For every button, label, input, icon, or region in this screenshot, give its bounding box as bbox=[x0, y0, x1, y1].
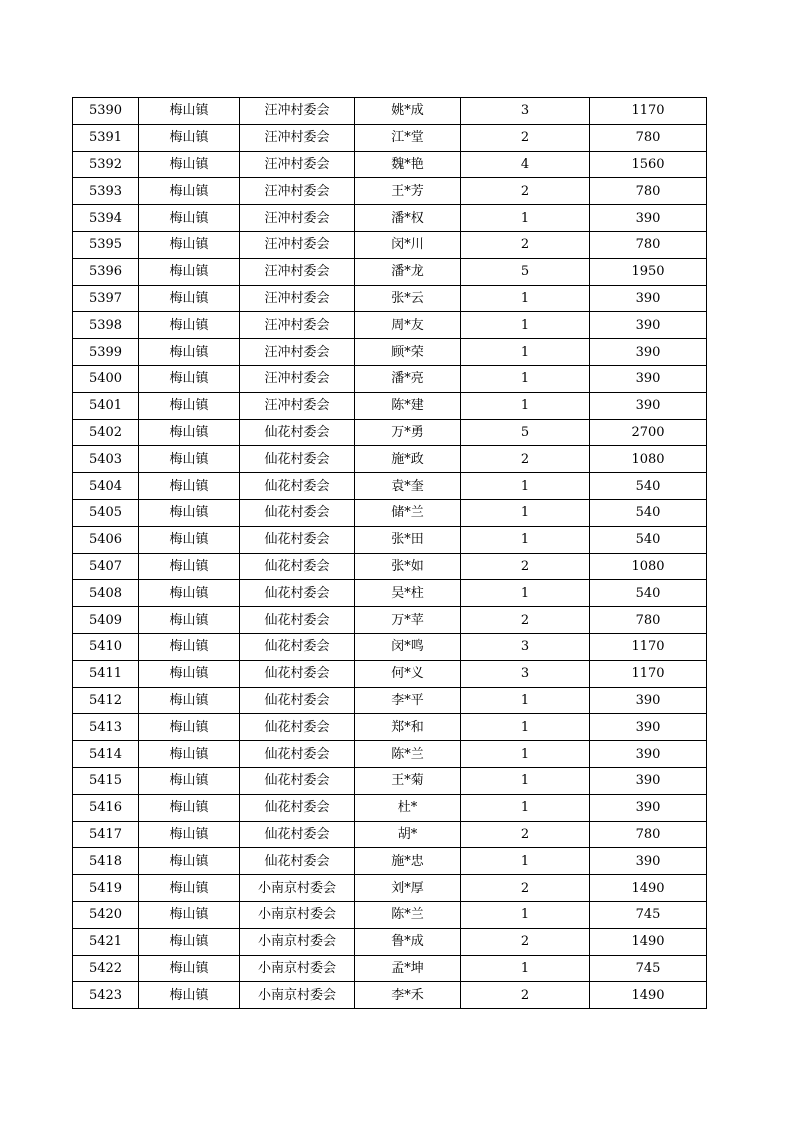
table-row bbox=[73, 151, 707, 178]
cell-village: 仙花村委会 bbox=[240, 419, 355, 446]
cell-amount: 540 bbox=[590, 499, 707, 526]
cell-village: 汪冲村委会 bbox=[240, 205, 355, 232]
cell-town: 梅山镇 bbox=[139, 687, 240, 714]
cell-amount: 390 bbox=[590, 741, 707, 768]
cell-count: 1 bbox=[461, 794, 590, 821]
cell-village: 汪冲村委会 bbox=[240, 151, 355, 178]
cell-town: 梅山镇 bbox=[139, 178, 240, 205]
table-row bbox=[73, 473, 707, 500]
cell-amount: 390 bbox=[590, 339, 707, 366]
cell-town: 梅山镇 bbox=[139, 419, 240, 446]
cell-village: 小南京村委会 bbox=[240, 901, 355, 928]
cell-amount: 390 bbox=[590, 687, 707, 714]
cell-name: 施*忠 bbox=[355, 848, 461, 875]
cell-name: 陈*建 bbox=[355, 392, 461, 419]
table-row bbox=[73, 660, 707, 687]
cell-serial: 5420 bbox=[73, 901, 139, 928]
cell-amount: 1080 bbox=[590, 553, 707, 580]
cell-town: 梅山镇 bbox=[139, 607, 240, 634]
cell-serial: 5411 bbox=[73, 660, 139, 687]
cell-count: 1 bbox=[461, 365, 590, 392]
cell-serial: 5406 bbox=[73, 526, 139, 553]
table-row bbox=[73, 821, 707, 848]
cell-amount: 390 bbox=[590, 848, 707, 875]
cell-village: 仙花村委会 bbox=[240, 767, 355, 794]
table-row bbox=[73, 231, 707, 258]
cell-village: 小南京村委会 bbox=[240, 928, 355, 955]
cell-count: 1 bbox=[461, 714, 590, 741]
cell-serial: 5417 bbox=[73, 821, 139, 848]
cell-serial: 5398 bbox=[73, 312, 139, 339]
cell-amount: 390 bbox=[590, 714, 707, 741]
cell-amount: 780 bbox=[590, 231, 707, 258]
cell-count: 1 bbox=[461, 848, 590, 875]
cell-serial: 5400 bbox=[73, 365, 139, 392]
cell-serial: 5390 bbox=[73, 98, 139, 125]
table-row bbox=[73, 875, 707, 902]
table-row bbox=[73, 580, 707, 607]
cell-amount: 540 bbox=[590, 526, 707, 553]
cell-serial: 5415 bbox=[73, 767, 139, 794]
cell-name: 闵*川 bbox=[355, 231, 461, 258]
table-row bbox=[73, 419, 707, 446]
cell-count: 3 bbox=[461, 98, 590, 125]
cell-village: 汪冲村委会 bbox=[240, 231, 355, 258]
table-row bbox=[73, 339, 707, 366]
cell-village: 汪冲村委会 bbox=[240, 339, 355, 366]
cell-count: 1 bbox=[461, 955, 590, 982]
cell-town: 梅山镇 bbox=[139, 580, 240, 607]
data-sheet bbox=[72, 97, 707, 1009]
cell-village: 仙花村委会 bbox=[240, 499, 355, 526]
cell-village: 仙花村委会 bbox=[240, 553, 355, 580]
cell-village: 汪冲村委会 bbox=[240, 312, 355, 339]
cell-count: 2 bbox=[461, 178, 590, 205]
cell-amount: 780 bbox=[590, 607, 707, 634]
cell-serial: 5403 bbox=[73, 446, 139, 473]
cell-count: 2 bbox=[461, 124, 590, 151]
cell-name: 闵*鸣 bbox=[355, 633, 461, 660]
cell-village: 汪冲村委会 bbox=[240, 392, 355, 419]
cell-town: 梅山镇 bbox=[139, 339, 240, 366]
cell-amount: 745 bbox=[590, 901, 707, 928]
cell-amount: 390 bbox=[590, 205, 707, 232]
cell-serial: 5393 bbox=[73, 178, 139, 205]
cell-name: 张*田 bbox=[355, 526, 461, 553]
cell-count: 1 bbox=[461, 741, 590, 768]
cell-town: 梅山镇 bbox=[139, 365, 240, 392]
cell-town: 梅山镇 bbox=[139, 955, 240, 982]
table-row bbox=[73, 124, 707, 151]
cell-serial: 5405 bbox=[73, 499, 139, 526]
cell-name: 万*苹 bbox=[355, 607, 461, 634]
table-row bbox=[73, 714, 707, 741]
cell-count: 1 bbox=[461, 339, 590, 366]
cell-name: 吴*柱 bbox=[355, 580, 461, 607]
cell-amount: 390 bbox=[590, 312, 707, 339]
cell-name: 姚*成 bbox=[355, 98, 461, 125]
cell-serial: 5412 bbox=[73, 687, 139, 714]
cell-amount: 780 bbox=[590, 124, 707, 151]
cell-village: 仙花村委会 bbox=[240, 714, 355, 741]
cell-name: 孟*坤 bbox=[355, 955, 461, 982]
cell-town: 梅山镇 bbox=[139, 499, 240, 526]
cell-village: 汪冲村委会 bbox=[240, 365, 355, 392]
cell-name: 张*如 bbox=[355, 553, 461, 580]
cell-count: 5 bbox=[461, 258, 590, 285]
cell-town: 梅山镇 bbox=[139, 660, 240, 687]
cell-count: 2 bbox=[461, 982, 590, 1009]
cell-town: 梅山镇 bbox=[139, 901, 240, 928]
cell-village: 仙花村委会 bbox=[240, 633, 355, 660]
cell-village: 仙花村委会 bbox=[240, 473, 355, 500]
cell-count: 1 bbox=[461, 526, 590, 553]
cell-serial: 5402 bbox=[73, 419, 139, 446]
cell-serial: 5414 bbox=[73, 741, 139, 768]
table-row bbox=[73, 285, 707, 312]
cell-serial: 5416 bbox=[73, 794, 139, 821]
cell-name: 王*芳 bbox=[355, 178, 461, 205]
cell-serial: 5395 bbox=[73, 231, 139, 258]
cell-village: 仙花村委会 bbox=[240, 446, 355, 473]
cell-count: 1 bbox=[461, 767, 590, 794]
cell-name: 潘*权 bbox=[355, 205, 461, 232]
cell-amount: 1170 bbox=[590, 660, 707, 687]
cell-amount: 390 bbox=[590, 392, 707, 419]
cell-name: 郑*和 bbox=[355, 714, 461, 741]
table-row bbox=[73, 928, 707, 955]
cell-town: 梅山镇 bbox=[139, 473, 240, 500]
table-row bbox=[73, 767, 707, 794]
table-row bbox=[73, 312, 707, 339]
cell-name: 何*义 bbox=[355, 660, 461, 687]
cell-town: 梅山镇 bbox=[139, 767, 240, 794]
cell-name: 潘*亮 bbox=[355, 365, 461, 392]
table-row bbox=[73, 499, 707, 526]
cell-name: 储*兰 bbox=[355, 499, 461, 526]
cell-name: 施*政 bbox=[355, 446, 461, 473]
table-row bbox=[73, 687, 707, 714]
cell-count: 1 bbox=[461, 499, 590, 526]
cell-amount: 745 bbox=[590, 955, 707, 982]
table-row bbox=[73, 955, 707, 982]
cell-amount: 540 bbox=[590, 580, 707, 607]
cell-village: 小南京村委会 bbox=[240, 982, 355, 1009]
cell-serial: 5392 bbox=[73, 151, 139, 178]
table-row bbox=[73, 633, 707, 660]
cell-town: 梅山镇 bbox=[139, 124, 240, 151]
cell-name: 潘*龙 bbox=[355, 258, 461, 285]
table-row bbox=[73, 901, 707, 928]
cell-village: 小南京村委会 bbox=[240, 955, 355, 982]
cell-name: 陈*兰 bbox=[355, 901, 461, 928]
cell-village: 仙花村委会 bbox=[240, 580, 355, 607]
cell-village: 汪冲村委会 bbox=[240, 285, 355, 312]
cell-village: 仙花村委会 bbox=[240, 848, 355, 875]
cell-name: 李*禾 bbox=[355, 982, 461, 1009]
cell-serial: 5413 bbox=[73, 714, 139, 741]
cell-count: 2 bbox=[461, 607, 590, 634]
cell-name: 胡* bbox=[355, 821, 461, 848]
table-row bbox=[73, 392, 707, 419]
cell-count: 1 bbox=[461, 901, 590, 928]
cell-amount: 390 bbox=[590, 365, 707, 392]
cell-town: 梅山镇 bbox=[139, 312, 240, 339]
cell-town: 梅山镇 bbox=[139, 982, 240, 1009]
cell-town: 梅山镇 bbox=[139, 794, 240, 821]
cell-town: 梅山镇 bbox=[139, 526, 240, 553]
cell-name: 顾*荣 bbox=[355, 339, 461, 366]
cell-town: 梅山镇 bbox=[139, 714, 240, 741]
cell-village: 汪冲村委会 bbox=[240, 178, 355, 205]
cell-village: 汪冲村委会 bbox=[240, 258, 355, 285]
cell-amount: 2700 bbox=[590, 419, 707, 446]
cell-amount: 780 bbox=[590, 821, 707, 848]
cell-amount: 1170 bbox=[590, 98, 707, 125]
cell-amount: 390 bbox=[590, 285, 707, 312]
cell-serial: 5397 bbox=[73, 285, 139, 312]
table-row bbox=[73, 794, 707, 821]
cell-name: 杜* bbox=[355, 794, 461, 821]
cell-name: 江*堂 bbox=[355, 124, 461, 151]
table-row bbox=[73, 607, 707, 634]
cell-serial: 5419 bbox=[73, 875, 139, 902]
cell-count: 3 bbox=[461, 660, 590, 687]
cell-town: 梅山镇 bbox=[139, 848, 240, 875]
cell-town: 梅山镇 bbox=[139, 875, 240, 902]
cell-amount: 1490 bbox=[590, 982, 707, 1009]
cell-amount: 390 bbox=[590, 794, 707, 821]
cell-town: 梅山镇 bbox=[139, 98, 240, 125]
cell-town: 梅山镇 bbox=[139, 151, 240, 178]
cell-village: 仙花村委会 bbox=[240, 741, 355, 768]
cell-serial: 5407 bbox=[73, 553, 139, 580]
cell-town: 梅山镇 bbox=[139, 258, 240, 285]
cell-name: 陈*兰 bbox=[355, 741, 461, 768]
table-row bbox=[73, 526, 707, 553]
cell-town: 梅山镇 bbox=[139, 741, 240, 768]
cell-count: 2 bbox=[461, 875, 590, 902]
cell-count: 1 bbox=[461, 392, 590, 419]
cell-count: 2 bbox=[461, 928, 590, 955]
cell-town: 梅山镇 bbox=[139, 633, 240, 660]
cell-serial: 5418 bbox=[73, 848, 139, 875]
table-row bbox=[73, 848, 707, 875]
cell-town: 梅山镇 bbox=[139, 928, 240, 955]
table-row bbox=[73, 982, 707, 1009]
table-row bbox=[73, 365, 707, 392]
roster-table bbox=[72, 97, 707, 1009]
cell-amount: 1560 bbox=[590, 151, 707, 178]
cell-count: 2 bbox=[461, 231, 590, 258]
cell-name: 李*平 bbox=[355, 687, 461, 714]
cell-name: 万*勇 bbox=[355, 419, 461, 446]
cell-count: 1 bbox=[461, 285, 590, 312]
cell-count: 2 bbox=[461, 446, 590, 473]
cell-count: 5 bbox=[461, 419, 590, 446]
table-row bbox=[73, 178, 707, 205]
cell-serial: 5423 bbox=[73, 982, 139, 1009]
cell-count: 1 bbox=[461, 580, 590, 607]
cell-serial: 5396 bbox=[73, 258, 139, 285]
cell-village: 小南京村委会 bbox=[240, 875, 355, 902]
cell-amount: 540 bbox=[590, 473, 707, 500]
cell-village: 仙花村委会 bbox=[240, 821, 355, 848]
cell-count: 4 bbox=[461, 151, 590, 178]
cell-name: 王*菊 bbox=[355, 767, 461, 794]
cell-town: 梅山镇 bbox=[139, 553, 240, 580]
cell-name: 周*友 bbox=[355, 312, 461, 339]
cell-count: 2 bbox=[461, 821, 590, 848]
cell-name: 魏*艳 bbox=[355, 151, 461, 178]
cell-village: 汪冲村委会 bbox=[240, 124, 355, 151]
cell-serial: 5391 bbox=[73, 124, 139, 151]
table-row bbox=[73, 741, 707, 768]
cell-town: 梅山镇 bbox=[139, 205, 240, 232]
cell-town: 梅山镇 bbox=[139, 231, 240, 258]
table-row bbox=[73, 553, 707, 580]
cell-town: 梅山镇 bbox=[139, 821, 240, 848]
cell-village: 仙花村委会 bbox=[240, 607, 355, 634]
cell-amount: 1170 bbox=[590, 633, 707, 660]
cell-amount: 780 bbox=[590, 178, 707, 205]
cell-village: 仙花村委会 bbox=[240, 687, 355, 714]
cell-serial: 5404 bbox=[73, 473, 139, 500]
cell-name: 刘*厚 bbox=[355, 875, 461, 902]
cell-amount: 1490 bbox=[590, 875, 707, 902]
cell-town: 梅山镇 bbox=[139, 285, 240, 312]
cell-serial: 5394 bbox=[73, 205, 139, 232]
cell-count: 1 bbox=[461, 312, 590, 339]
cell-village: 仙花村委会 bbox=[240, 660, 355, 687]
cell-serial: 5399 bbox=[73, 339, 139, 366]
table-row bbox=[73, 258, 707, 285]
cell-count: 2 bbox=[461, 553, 590, 580]
cell-count: 3 bbox=[461, 633, 590, 660]
cell-serial: 5422 bbox=[73, 955, 139, 982]
cell-name: 袁*奎 bbox=[355, 473, 461, 500]
cell-serial: 5421 bbox=[73, 928, 139, 955]
cell-count: 1 bbox=[461, 473, 590, 500]
cell-village: 仙花村委会 bbox=[240, 526, 355, 553]
table-row bbox=[73, 98, 707, 125]
cell-village: 汪冲村委会 bbox=[240, 98, 355, 125]
cell-amount: 1080 bbox=[590, 446, 707, 473]
table-body bbox=[73, 98, 707, 1009]
cell-count: 1 bbox=[461, 687, 590, 714]
cell-serial: 5408 bbox=[73, 580, 139, 607]
cell-serial: 5401 bbox=[73, 392, 139, 419]
cell-amount: 390 bbox=[590, 767, 707, 794]
cell-amount: 1490 bbox=[590, 928, 707, 955]
cell-name: 鲁*成 bbox=[355, 928, 461, 955]
cell-name: 张*云 bbox=[355, 285, 461, 312]
cell-serial: 5409 bbox=[73, 607, 139, 634]
cell-town: 梅山镇 bbox=[139, 446, 240, 473]
cell-amount: 1950 bbox=[590, 258, 707, 285]
cell-count: 1 bbox=[461, 205, 590, 232]
table-row bbox=[73, 205, 707, 232]
cell-serial: 5410 bbox=[73, 633, 139, 660]
table-row bbox=[73, 446, 707, 473]
cell-village: 仙花村委会 bbox=[240, 794, 355, 821]
cell-town: 梅山镇 bbox=[139, 392, 240, 419]
